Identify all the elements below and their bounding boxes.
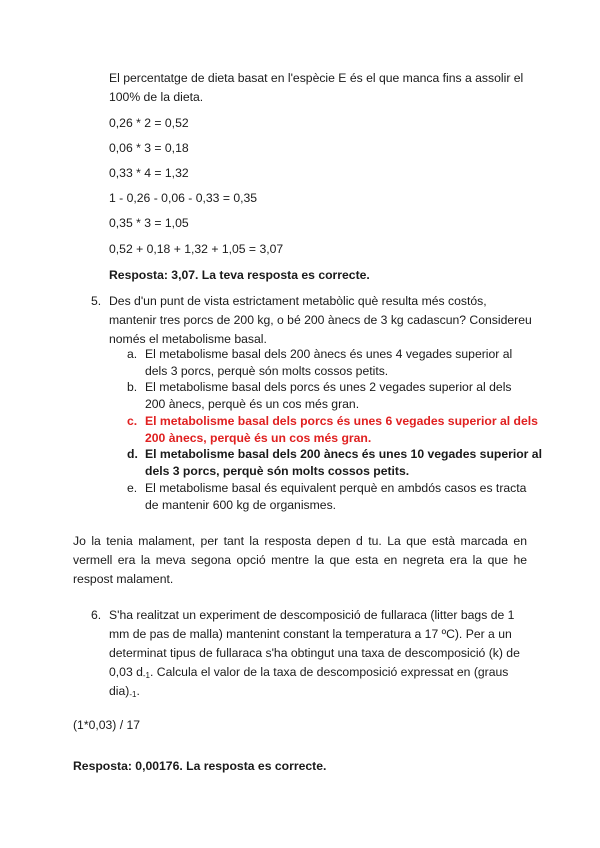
question-6-line: mm de pas de malla) mantenint constant la temperatura a 17 ºC). Per a un bbox=[109, 627, 512, 641]
calc-line: 0,35 * 3 = 1,05 bbox=[109, 216, 189, 230]
question-6-line-5 bbox=[109, 682, 140, 704]
exponent: -1 bbox=[129, 690, 137, 699]
option-d-letter: d. bbox=[127, 447, 138, 461]
question-6-text: dia) bbox=[109, 684, 130, 698]
calc-line: 0,33 * 4 = 1,32 bbox=[109, 166, 189, 180]
question-6-text: . bbox=[136, 684, 140, 698]
question-5-number: 5. bbox=[91, 294, 102, 308]
option-b-line: 200 ànecs, perquè és un cos més gran. bbox=[145, 397, 360, 411]
option-a-line: El metabolisme basal dels 200 ànecs és unes 4 vegades superior al bbox=[145, 347, 513, 361]
comment-line: respost malament. bbox=[73, 572, 174, 586]
question-6-text: 0,03 d bbox=[109, 665, 143, 679]
calc-line: 1 - 0,26 - 0,06 - 0,33 = 0,35 bbox=[109, 191, 258, 205]
question-6-line: determinat tipus de fullaraca s'ha obtingut una taxa de descomposició (k) de bbox=[109, 646, 520, 660]
question-5-line: mantenir tres porcs de 200 kg, o bé 200 ànecs de 3 kg cadascun? Considereu bbox=[109, 313, 532, 327]
calc-line: 0,26 * 2 = 0,52 bbox=[109, 116, 189, 130]
option-e-line: de mantenir 600 kg de organismes. bbox=[145, 498, 337, 512]
question-5-line: Des d'un punt de vista estrictament metabòlic què resulta més costós, bbox=[109, 294, 487, 308]
formula-6: (1*0,03) / 17 bbox=[73, 718, 141, 732]
option-b-line: El metabolisme basal dels porcs és unes 2 vegades superior al dels bbox=[145, 380, 512, 394]
question-6-number: 6. bbox=[91, 608, 102, 622]
option-d-line: dels 3 porcs, perquè són molts cossos petits. bbox=[145, 464, 410, 478]
question-5-line: només el metabolisme basal. bbox=[109, 332, 267, 346]
comment-line: vermell era la meva segona opció mentre la que esta en negreta era la que he bbox=[73, 553, 527, 567]
comment-line: Jo la tenia malament, per tant la resposta depen d tu. La que està marcada en bbox=[73, 534, 527, 548]
option-d-line: El metabolisme basal dels 200 ànecs és unes 10 vegades superior al bbox=[145, 447, 542, 461]
option-e-letter: e. bbox=[127, 481, 138, 495]
question-6-line: S'ha realitzat un experiment de descomposició de fullaraca (litter bags de 1 bbox=[109, 608, 515, 622]
option-c-line: 200 ànecs, perquè és un cos més gran. bbox=[145, 431, 372, 445]
question-6-text: . Calcula el valor de la taxa de descomposició expressat en (graus bbox=[150, 665, 509, 679]
exponent: -1 bbox=[142, 671, 151, 680]
option-a-letter: a. bbox=[127, 347, 138, 361]
option-b-letter: b. bbox=[127, 380, 138, 394]
option-e-line: El metabolisme basal és equivalent perquè en ambdós casos es tracta bbox=[145, 481, 527, 495]
option-c-letter: c. bbox=[127, 414, 138, 428]
question-6-line-4 bbox=[109, 663, 508, 685]
option-a-line: dels 3 porcs, perquè són molts cossos petits. bbox=[145, 364, 389, 378]
answer-4: Resposta: 3,07. La teva resposta es correcte. bbox=[109, 268, 370, 282]
calc-line: 0,52 + 0,18 + 1,32 + 1,05 = 3,07 bbox=[109, 242, 284, 256]
intro-line-1: El percentatge de dieta basat en l'espècie E és el que manca fins a assolir el bbox=[109, 71, 524, 85]
option-c-line: El metabolisme basal dels porcs és unes 6 vegades superior al dels bbox=[145, 414, 538, 428]
answer-6: Resposta: 0,00176. La resposta es correcte. bbox=[73, 759, 327, 773]
intro-line-2: 100% de la dieta. bbox=[109, 90, 204, 104]
calc-line: 0,06 * 3 = 0,18 bbox=[109, 141, 189, 155]
